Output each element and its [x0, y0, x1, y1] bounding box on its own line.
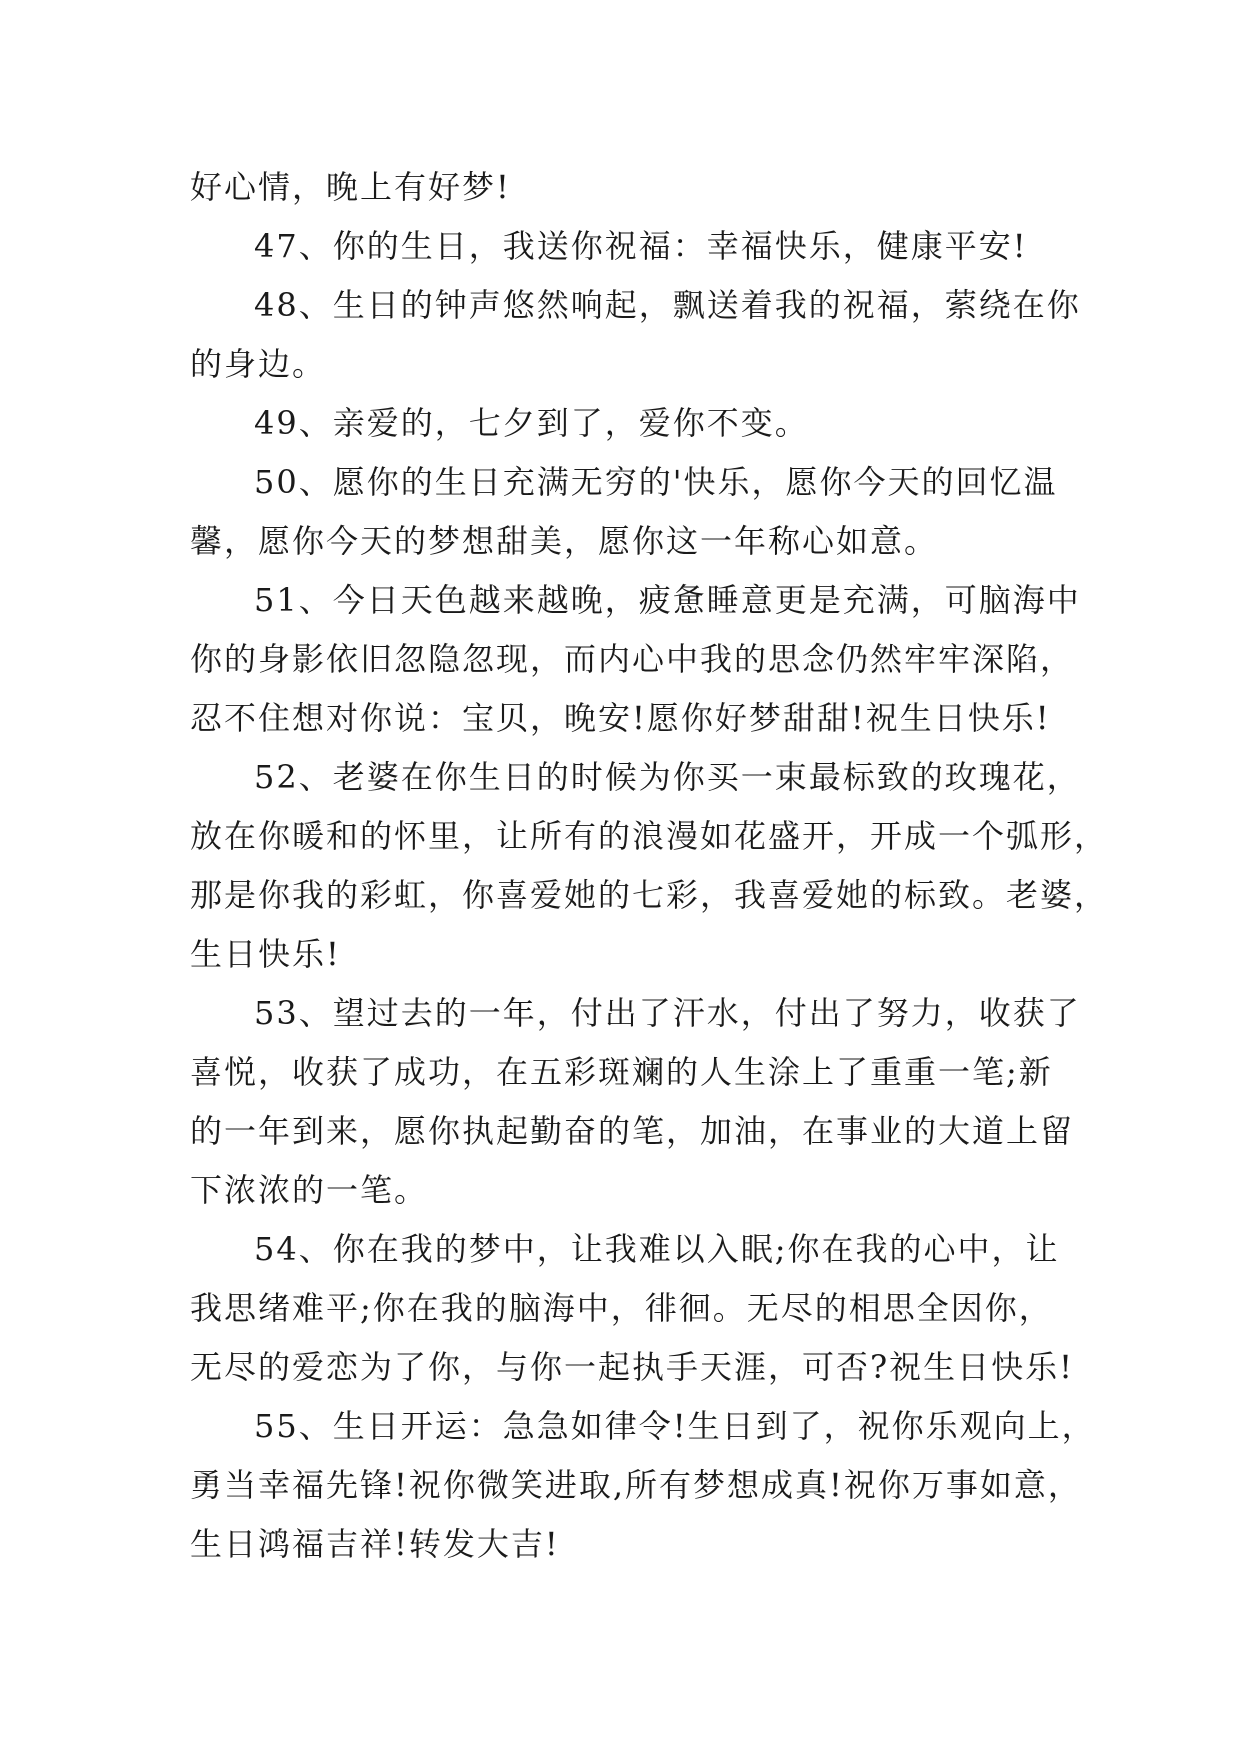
paragraph-continuation [190, 158, 1070, 217]
paragraph-55 [190, 1397, 1096, 1574]
paragraph-50 [190, 453, 1070, 571]
text-line: 喜悦，收获了成功，在五彩斑斓的人生涂上了重重一笔;新 [190, 1053, 1053, 1091]
text-line: 的一年到来，愿你执起勤奋的笔，加油，在事业的大道上留 [190, 1112, 1075, 1150]
text-line: 那是你我的彩虹，你喜爱她的七彩，我喜爱她的标致。老婆， [190, 876, 1109, 914]
paragraph-49 [190, 394, 1070, 453]
text-line: 54、你在我的梦中，让我难以入眠;你在我的心中，让 [254, 1230, 1060, 1268]
paragraph-54 [190, 1220, 1075, 1397]
text-line: 勇当幸福先锋!祝你微笑进取,所有梦想成真!祝你万事如意， [190, 1466, 1082, 1504]
text-line: 下浓浓的一笔。 [190, 1171, 429, 1209]
paragraph-48 [190, 276, 1081, 394]
text-line: 无尽的爱恋为了你，与你一起执手天涯，可否?祝生日快乐! [190, 1348, 1075, 1386]
text-line: 生日快乐! [190, 935, 341, 973]
text-line: 49、亲爱的，七夕到了，爱你不变。 [254, 404, 809, 442]
text-line: 好心情，晚上有好梦! [190, 168, 511, 206]
text-line: 我思绪难平;你在我的脑海中，徘徊。无尽的相思全因你， [190, 1289, 1053, 1327]
text-line: 忍不住想对你说：宝贝，晚安!愿你好梦甜甜!祝生日快乐! [190, 699, 1051, 737]
text-line: 生日鸿福吉祥!转发大吉! [190, 1525, 560, 1563]
text-line: 你的身影依旧忽隐忽现，而内心中我的思念仍然牢牢深陷， [190, 640, 1075, 678]
text-line: 52、老婆在你生日的时候为你买一束最标致的玫瑰花， [254, 758, 1081, 796]
text-line: 53、望过去的一年，付出了汗水，付出了努力，收获了 [254, 994, 1081, 1032]
document-body [190, 158, 1109, 1574]
text-line: 55、生日开运：急急如律令!生日到了，祝你乐观向上， [254, 1407, 1096, 1445]
text-line: 的身边。 [190, 345, 327, 383]
text-line: 50、愿你的生日充满无穷的'快乐，愿你今天的回忆温 [254, 463, 1058, 501]
text-line: 放在你暖和的怀里，让所有的浪漫如花盛开，开成一个弧形， [190, 817, 1109, 855]
paragraph-51 [190, 571, 1081, 748]
paragraph-47 [190, 217, 1070, 276]
text-line: 51、今日天色越来越晚，疲惫睡意更是充满，可脑海中 [254, 581, 1081, 619]
paragraph-52 [190, 748, 1109, 984]
text-line: 48、生日的钟声悠然响起，飘送着我的祝福，萦绕在你 [254, 286, 1081, 324]
text-line: 47、你的生日，我送你祝福：幸福快乐，健康平安! [254, 227, 1028, 265]
paragraph-53 [190, 984, 1081, 1220]
text-line: 馨，愿你今天的梦想甜美，愿你这一年称心如意。 [190, 522, 939, 560]
